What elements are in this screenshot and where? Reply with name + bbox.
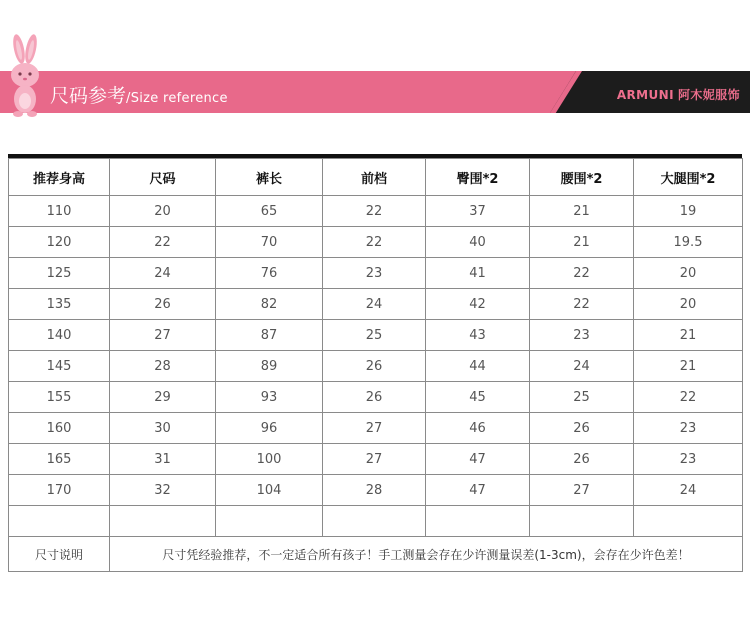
table-header-row bbox=[9, 159, 743, 196]
table-cell: 21 bbox=[634, 320, 743, 351]
table-cell: 47 bbox=[426, 444, 530, 475]
table-cell: 26 bbox=[323, 382, 426, 413]
table-cell: 24 bbox=[323, 289, 426, 320]
table-cell: 30 bbox=[110, 413, 216, 444]
table-cell: 27 bbox=[530, 475, 634, 506]
brand-logo bbox=[617, 86, 740, 103]
table-cell: 28 bbox=[323, 475, 426, 506]
column-header: 前档 bbox=[323, 159, 426, 196]
table-cell: 165 bbox=[9, 444, 110, 475]
size-note-label: 尺寸说明 bbox=[9, 537, 110, 572]
table-cell: 44 bbox=[426, 351, 530, 382]
table-cell: 31 bbox=[110, 444, 216, 475]
table-row bbox=[9, 196, 743, 227]
page-title bbox=[50, 81, 228, 108]
table-cell: 25 bbox=[323, 320, 426, 351]
table-cell: 22 bbox=[530, 289, 634, 320]
column-header: 尺码 bbox=[110, 159, 216, 196]
table-row bbox=[9, 475, 743, 506]
table-cell: 19.5 bbox=[634, 227, 743, 258]
table-cell: 82 bbox=[216, 289, 323, 320]
table-cell: 19 bbox=[634, 196, 743, 227]
table-cell: 135 bbox=[9, 289, 110, 320]
table-cell: 28 bbox=[110, 351, 216, 382]
table-cell: 22 bbox=[323, 196, 426, 227]
table-cell: 22 bbox=[634, 382, 743, 413]
table-row bbox=[9, 413, 743, 444]
table-cell: 170 bbox=[9, 475, 110, 506]
table-cell: 46 bbox=[426, 413, 530, 444]
table-cell: 26 bbox=[110, 289, 216, 320]
size-note-text: 尺寸凭经验推荐，不一定适合所有孩子！手工测量会存在少许测量误差(1-3cm)，会存在少许色差！ bbox=[110, 537, 743, 572]
table-cell: 140 bbox=[9, 320, 110, 351]
table-cell: 24 bbox=[110, 258, 216, 289]
table-cell: 27 bbox=[323, 413, 426, 444]
table-cell: 87 bbox=[216, 320, 323, 351]
table-cell: 70 bbox=[216, 227, 323, 258]
bunny-icon bbox=[4, 33, 48, 119]
table-cell: 23 bbox=[634, 444, 743, 475]
table-cell: 22 bbox=[110, 227, 216, 258]
table-cell: 110 bbox=[9, 196, 110, 227]
table-cell: 24 bbox=[530, 351, 634, 382]
title-english: /Size reference bbox=[126, 91, 228, 106]
table-cell bbox=[323, 506, 426, 537]
table-cell: 37 bbox=[426, 196, 530, 227]
column-header: 大腿围*2 bbox=[634, 159, 743, 196]
table-cell: 25 bbox=[530, 382, 634, 413]
table-cell bbox=[634, 506, 743, 537]
table-cell: 20 bbox=[634, 289, 743, 320]
column-header: 裤长 bbox=[216, 159, 323, 196]
table-cell: 22 bbox=[323, 227, 426, 258]
table-cell: 65 bbox=[216, 196, 323, 227]
table-row bbox=[9, 289, 743, 320]
table-cell: 26 bbox=[530, 413, 634, 444]
brand-name-english: ARMUNI bbox=[616, 88, 674, 102]
table-cell: 41 bbox=[426, 258, 530, 289]
table-cell: 21 bbox=[530, 227, 634, 258]
table-cell: 155 bbox=[9, 382, 110, 413]
table-cell bbox=[216, 506, 323, 537]
table-cell: 23 bbox=[530, 320, 634, 351]
table-cell: 23 bbox=[634, 413, 743, 444]
table-cell: 93 bbox=[216, 382, 323, 413]
title-chinese: 尺码参考 bbox=[50, 85, 127, 107]
column-header: 臀围*2 bbox=[426, 159, 530, 196]
size-note-row bbox=[9, 537, 743, 572]
table-cell bbox=[530, 506, 634, 537]
table-row bbox=[9, 227, 743, 258]
table-row bbox=[9, 320, 743, 351]
table-cell: 27 bbox=[323, 444, 426, 475]
column-header: 腰围*2 bbox=[530, 159, 634, 196]
column-header: 推荐身高 bbox=[9, 159, 110, 196]
table-cell: 120 bbox=[9, 227, 110, 258]
table-cell: 145 bbox=[9, 351, 110, 382]
table-cell: 160 bbox=[9, 413, 110, 444]
table-cell: 29 bbox=[110, 382, 216, 413]
table-cell: 23 bbox=[323, 258, 426, 289]
table-cell: 32 bbox=[110, 475, 216, 506]
table-cell: 21 bbox=[634, 351, 743, 382]
table-cell bbox=[110, 506, 216, 537]
table-cell: 26 bbox=[323, 351, 426, 382]
table-cell: 27 bbox=[110, 320, 216, 351]
table-cell: 40 bbox=[426, 227, 530, 258]
table-cell: 76 bbox=[216, 258, 323, 289]
brand-name-chinese: 阿木妮服饰 bbox=[677, 88, 740, 102]
table-cell: 43 bbox=[426, 320, 530, 351]
table-cell: 42 bbox=[426, 289, 530, 320]
table-cell: 125 bbox=[9, 258, 110, 289]
table-row bbox=[9, 351, 743, 382]
table-cell: 21 bbox=[530, 196, 634, 227]
table-cell: 104 bbox=[216, 475, 323, 506]
table-cell: 22 bbox=[530, 258, 634, 289]
table-cell: 45 bbox=[426, 382, 530, 413]
table-cell: 96 bbox=[216, 413, 323, 444]
table-cell: 47 bbox=[426, 475, 530, 506]
table-row bbox=[9, 382, 743, 413]
table-cell: 100 bbox=[216, 444, 323, 475]
size-table bbox=[8, 158, 743, 572]
table-row-empty bbox=[9, 506, 743, 537]
table-row bbox=[9, 444, 743, 475]
table-cell: 89 bbox=[216, 351, 323, 382]
table-cell: 20 bbox=[110, 196, 216, 227]
table-cell: 24 bbox=[634, 475, 743, 506]
table-cell: 26 bbox=[530, 444, 634, 475]
table-row bbox=[9, 258, 743, 289]
table-cell bbox=[9, 506, 110, 537]
table-cell bbox=[426, 506, 530, 537]
table-cell: 20 bbox=[634, 258, 743, 289]
